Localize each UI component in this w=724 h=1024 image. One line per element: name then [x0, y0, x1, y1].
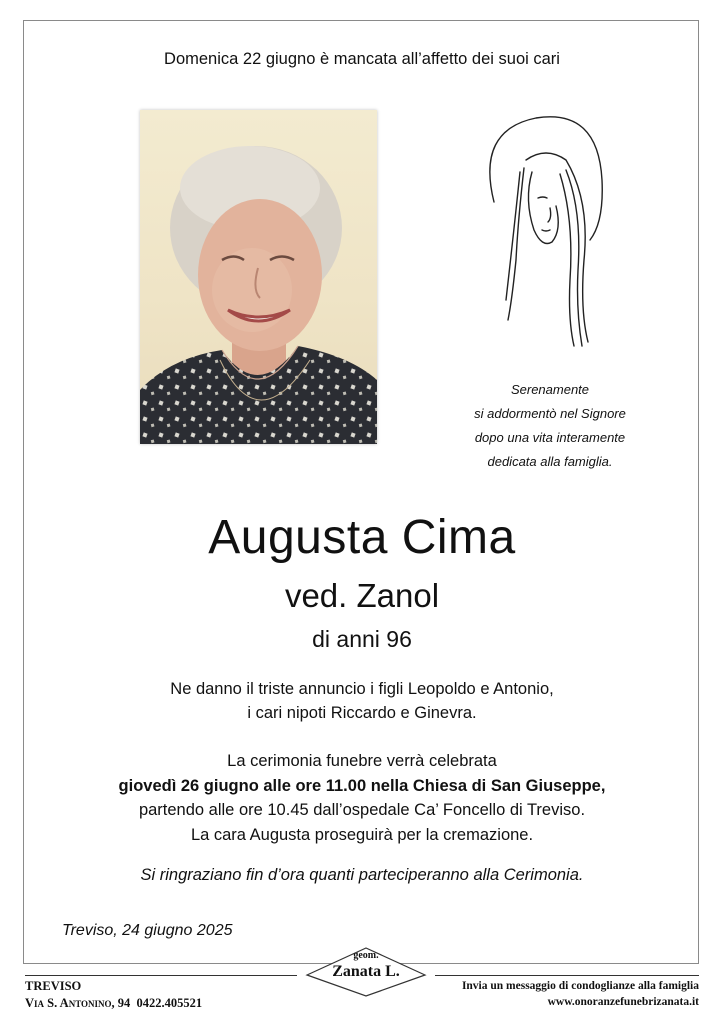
ceremony-line: La cerimonia funebre verrà celebrata — [227, 752, 497, 770]
quote-line: si addormentò nel Signore — [474, 406, 626, 421]
death-announcement: Domenica 22 giugno è mancata all’affetto dei suoi cari — [164, 50, 560, 68]
ceremony-line: La cara Augusta proseguirà per la cremazione. — [190, 825, 534, 844]
ceremony-details — [0, 749, 724, 847]
condolence-text: Invia un messaggio di condoglianze alla famiglia — [461, 980, 699, 992]
ceremony-line: partendo alle ore 10.45 dall’ospedale Ca’ Foncello di Treviso. — [138, 801, 586, 819]
footer-divider-right — [435, 975, 699, 976]
portrait-photo — [140, 110, 377, 444]
footer-divider-left — [25, 975, 297, 976]
memorial-quote — [430, 378, 670, 474]
quote-line: Serenamente — [510, 382, 590, 397]
announcers-text — [0, 677, 724, 725]
website-link[interactable]: www.onoranzefunebrizanata.it — [547, 996, 699, 1008]
deceased-name: Augusta Cima — [208, 511, 516, 564]
madonna-line-drawing-icon — [476, 110, 616, 350]
funeral-home-logo — [303, 946, 429, 998]
quote-line: dopo una vita interamente — [474, 430, 626, 445]
funeral-home-address — [25, 978, 202, 1012]
logo-name: Zanata L. — [332, 963, 400, 980]
dateline: Treviso, 24 giugno 2025 — [62, 922, 233, 939]
announcers-line: Ne danno il triste annuncio i figli Leopoldo e Antonio, — [170, 680, 554, 698]
widow-of: ved. Zanol — [284, 577, 440, 614]
announcers-line: i cari nipoti Riccardo e Ginevra. — [247, 704, 477, 722]
footer-address: Via S. Antonino, 94 — [25, 996, 131, 1010]
quote-line: dedicata alla famiglia. — [487, 454, 613, 469]
logo-prefix: geom. — [353, 950, 379, 961]
ceremony-date-location: giovedì 26 giugno alle ore 11.00 nella Chiesa di San Giuseppe, — [118, 776, 606, 795]
deceased-age: di anni 96 — [312, 626, 412, 652]
thanks-text: Si ringraziano fin d’ora quanti parteciperanno alla Cerimonia. — [140, 866, 584, 884]
footer-city: TREVISO — [25, 979, 82, 993]
condolence-info — [462, 978, 699, 1010]
footer-phone: 0422.405521 — [136, 996, 203, 1010]
